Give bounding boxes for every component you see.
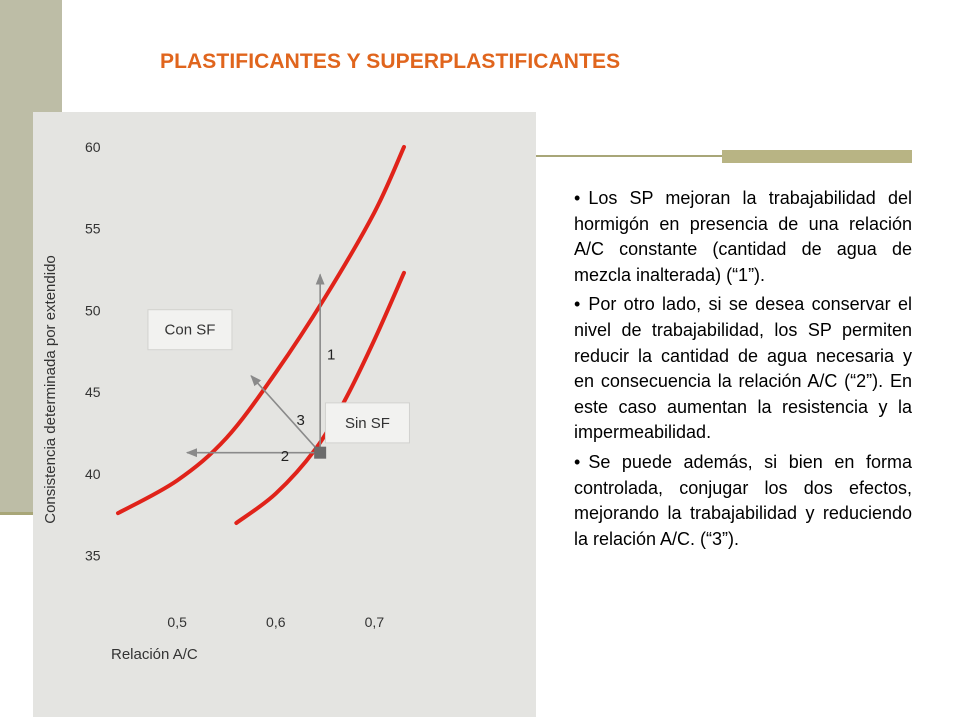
x-axis-title: Relación A/C [111, 646, 198, 663]
arrow-3 [251, 376, 320, 453]
y-axis-title: Consistencia determinada por extendido [42, 255, 59, 524]
arrow-label-2: 2 [280, 447, 290, 465]
paragraph-2-text: Por otro lado, si se desea conservar el nivel de trabajabilidad, los SP permiten reducir la cantidad de agua necesaria y en consecuencia la relación A/C (“2”). En este caso aumentan la resistencia y la impermeabilidad. [574, 294, 912, 443]
arrow-label-3: 3 [296, 411, 305, 429]
bullet-icon: • [574, 188, 581, 208]
legend-label-con-sf: Con SF [164, 321, 216, 339]
paragraph-3 [574, 450, 912, 552]
y-tick-label: 50 [85, 302, 101, 319]
paragraph-1-text: Los SP mejoran la trabajabilidad del hormigón en presencia de una relación A/C constante (cantidad de agua de mezcla inalterada) (“1”). [574, 188, 912, 285]
chart-figure [33, 112, 536, 717]
header-rule-thick [722, 150, 912, 163]
bullet-icon: • [574, 451, 581, 472]
y-tick-label: 55 [85, 220, 101, 237]
x-tick-label: 0,6 [266, 614, 286, 630]
y-tick-label: 60 [85, 139, 101, 155]
paragraph-1 [574, 186, 912, 288]
arrow-label-1: 1 [327, 346, 336, 364]
operating-point-marker [314, 447, 326, 459]
paragraph-3-text: Se puede además, si bien en forma controlada, conjugar los dos efectos, mejorando la trabajabilidad y reduciendo la relación A/C. (“3”). [574, 451, 912, 549]
y-tick-label: 40 [85, 465, 101, 482]
consistency-chart [33, 112, 536, 717]
y-tick-label: 35 [85, 547, 101, 564]
description-text [574, 186, 912, 556]
page-title: PLASTIFICANTES Y SUPERPLASTIFICANTES [160, 50, 621, 73]
x-tick-label: 0,7 [364, 614, 385, 630]
bullet-icon: • [574, 294, 581, 315]
y-tick-label: 45 [85, 384, 101, 401]
paragraph-2 [574, 292, 912, 446]
legend-label-sin-sf: Sin SF [344, 414, 390, 432]
x-tick-label: 0,5 [167, 614, 187, 630]
header-rule-thin [536, 155, 726, 157]
